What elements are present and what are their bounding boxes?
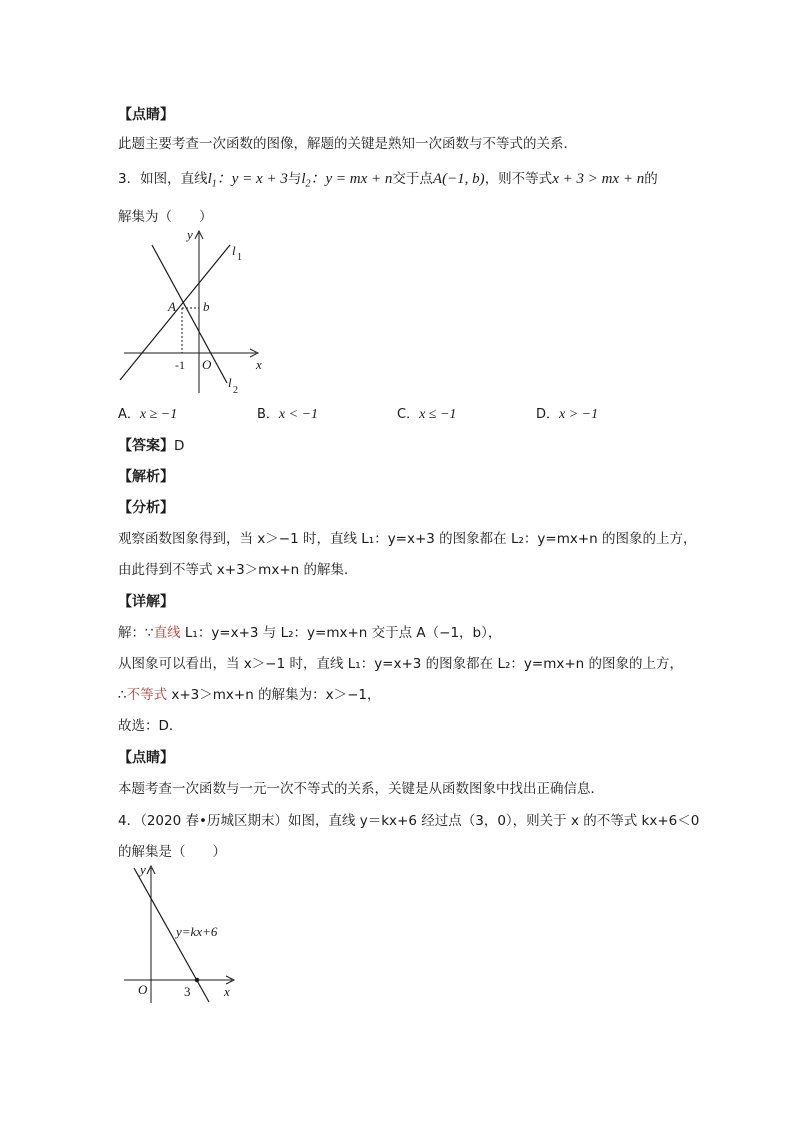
- q3-l1-name: l: [207, 171, 212, 187]
- q3-then: ，则不等式: [484, 171, 553, 187]
- q3-detail-line1: 解：∵直线 L₁：y=x+3 与 L₂：y=mx+n 交于点 A（−1，b），: [118, 625, 502, 641]
- q3-answer-heading: 【答案】: [118, 438, 174, 454]
- q3-l2-label-sub: 2: [233, 385, 238, 396]
- q4-stem-text: （2020 春•历城区期末）如图，直线 y＝kx+6 经过点（3，0），则关于 x 的不等式 kx+6＜0: [140, 813, 700, 829]
- q3-answer: D: [174, 438, 185, 454]
- q3-detail-line4: 故选：D．: [118, 718, 183, 734]
- q3-detail-highlight-2: 不等式: [126, 687, 168, 703]
- q3-b-label: b: [203, 299, 210, 314]
- q3-tip-text: 本题考查一次函数与一元一次不等式的关系，关键是从函数图象中找出正确信息．: [118, 781, 604, 797]
- q3-inequality: x + 3 > mx + n: [552, 171, 645, 187]
- q3-detail-heading: 【详解】: [118, 594, 174, 610]
- q3-figure: [116, 225, 276, 400]
- q3-and: 与: [287, 171, 302, 187]
- q3-x-label: x: [256, 357, 262, 372]
- q3-l2-name: l: [301, 171, 306, 187]
- q3-option-c[interactable]: C．x ≤ −1: [397, 407, 457, 422]
- q3-option-a[interactable]: A．x ≥ −1: [118, 407, 178, 422]
- q4-y-label: y: [140, 862, 146, 877]
- q4-number: 4．: [118, 813, 141, 829]
- q4-stem-line1: [118, 812, 699, 830]
- q3-A-label: A: [168, 299, 176, 314]
- q3-option-b[interactable]: B．x < −1: [257, 407, 319, 422]
- q3-l1-sub: 1: [211, 178, 217, 190]
- q4-origin-label: O: [138, 982, 148, 997]
- tip-heading: 【点睛】: [118, 107, 174, 123]
- q3-analysis-heading: 【解析】: [118, 469, 174, 485]
- q3-l2-eq: ：y = mx + n: [310, 171, 393, 187]
- q4-stem-line2: 的解集是（ ）: [118, 844, 226, 860]
- q3-analysis-line2: 由此得到不等式 x+3＞mx+n 的解集．: [118, 562, 358, 578]
- q3-detail-line3: ∴不等式 x+3＞mx+n 的解集为：x＞−1，: [118, 687, 381, 703]
- q3-y-label: y: [187, 227, 193, 242]
- q4-figure: [116, 860, 246, 1010]
- q4-x-label: x: [224, 984, 230, 999]
- q3-point: A(−1, b): [432, 171, 485, 187]
- q3-neg1-label: -1: [175, 358, 185, 372]
- q3-tail: 的: [644, 171, 658, 187]
- q3-detail-highlight-1: 直线: [153, 625, 181, 641]
- q3-l1-label: l: [232, 243, 236, 258]
- q3-l1-label-sub: 1: [237, 252, 242, 263]
- q3-detail-line2: 从图象可以看出，当 x＞−1 时，直线 L₁：y=x+3 的图象都在 L₂：y=mx+n 的图象的上方，: [118, 656, 684, 672]
- q3-origin-label: O: [202, 357, 212, 372]
- q3-tip-heading: 【点睛】: [118, 750, 174, 766]
- q4-line-label: y=kx+6: [176, 924, 218, 939]
- q4-intercept-point: [195, 978, 200, 983]
- q3-l2-label: l: [228, 375, 232, 390]
- q4-three-label: 3: [184, 984, 191, 999]
- q3-intro: 如图，直线: [140, 171, 208, 187]
- q3-option-d[interactable]: D．x > −1: [536, 407, 599, 422]
- q3-l2-sub: 2: [305, 178, 311, 190]
- q3-answer-row: [118, 437, 184, 455]
- q3-analysis-line1: 观察函数图象得到，当 x＞−1 时，直线 L₁：y=x+3 的图象都在 L₂：y=mx+n 的图象的上方，: [118, 531, 697, 547]
- q3-line-l2: [152, 245, 227, 383]
- q3-analysis-subheading: 【分析】: [118, 500, 174, 516]
- q3-l1-eq: ：y = x + 3: [216, 171, 288, 187]
- q3-number: 3．: [118, 171, 141, 187]
- q3-meet: 交于点: [392, 171, 433, 187]
- q3-stem-line2: 解集为（ ）: [118, 209, 213, 225]
- tip-text: 此题主要考查一次函数的图像，解题的关键是熟知一次函数与不等式的关系．: [118, 136, 577, 152]
- q3-stem-line1: [118, 170, 658, 194]
